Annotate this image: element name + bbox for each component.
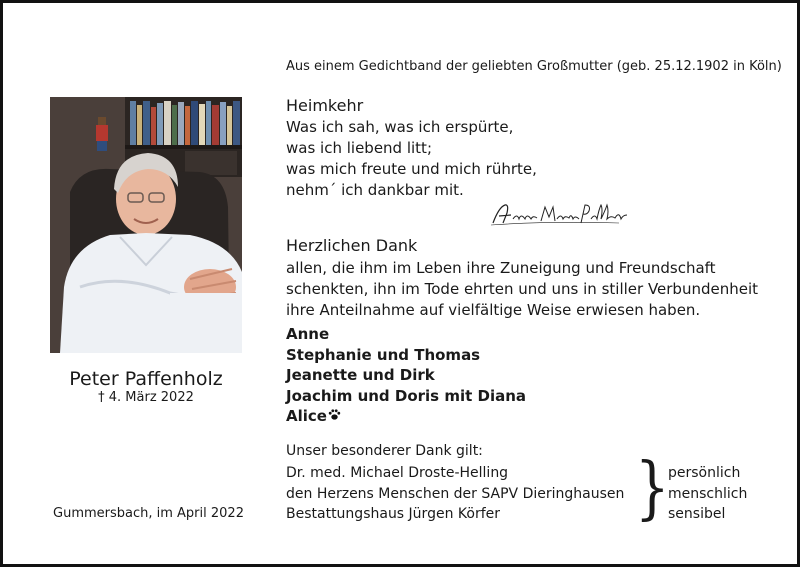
poem-text <box>286 117 537 201</box>
family-member: Joachim und Doris mit Diana <box>286 386 527 405</box>
death-date: † 4. März 2022 <box>98 390 194 405</box>
poem-line: Was ich sah, was ich erspürte, <box>286 118 514 136</box>
special-thanks-heading: Unser besonderer Dank gilt: <box>286 443 483 459</box>
special-thanks-recipients <box>286 463 624 525</box>
poem-line: was ich liebend litt; <box>286 139 432 157</box>
family-member: Stephanie und Thomas <box>286 345 481 364</box>
quality: menschlich <box>668 485 748 502</box>
poem-line: nehm´ ich dankbar mit. <box>286 181 464 199</box>
recipient: Bestattungshaus Jürgen Körfer <box>286 506 500 522</box>
family-member: Alice <box>286 407 327 425</box>
family-list <box>286 324 526 427</box>
deceased-name: Peter Paffenholz <box>69 368 223 390</box>
family-member: Jeanette und Dirk <box>286 366 435 384</box>
paw-print-icon <box>328 406 341 427</box>
family-member-row <box>286 406 526 427</box>
qualities-list <box>668 463 747 525</box>
family-member: Anne <box>286 325 330 343</box>
thanks-line: allen, die ihm im Leben ihre Zuneigung und Freundschaft <box>286 259 716 277</box>
place-date: Gummersbach, im April 2022 <box>53 506 244 521</box>
quality: persönlich <box>668 465 741 481</box>
thanks-line: schenkten, ihn im Tode ehrten und uns in stiller Verbundenheit <box>286 280 759 298</box>
signature <box>489 199 629 233</box>
curly-brace: } <box>635 449 670 528</box>
thanks-text <box>286 258 758 321</box>
poem-intro: Aus einem Gedichtband der geliebten Großmutter (geb. 25.12.1902 in Köln) <box>286 59 782 74</box>
poem-title: Heimkehr <box>286 96 364 115</box>
portrait-photo <box>50 97 242 353</box>
recipient: Dr. med. Michael Droste-Helling <box>286 465 509 481</box>
quality: sensibel <box>668 506 726 522</box>
thanks-title: Herzlichen Dank <box>286 236 418 255</box>
poem-line: was mich freute und mich rührte, <box>286 160 537 178</box>
recipient: den Herzens Menschen der SAPV Dieringhausen <box>286 485 625 502</box>
thanks-line: ihre Anteilnahme auf vielfältige Weise erwiesen haben. <box>286 301 701 319</box>
